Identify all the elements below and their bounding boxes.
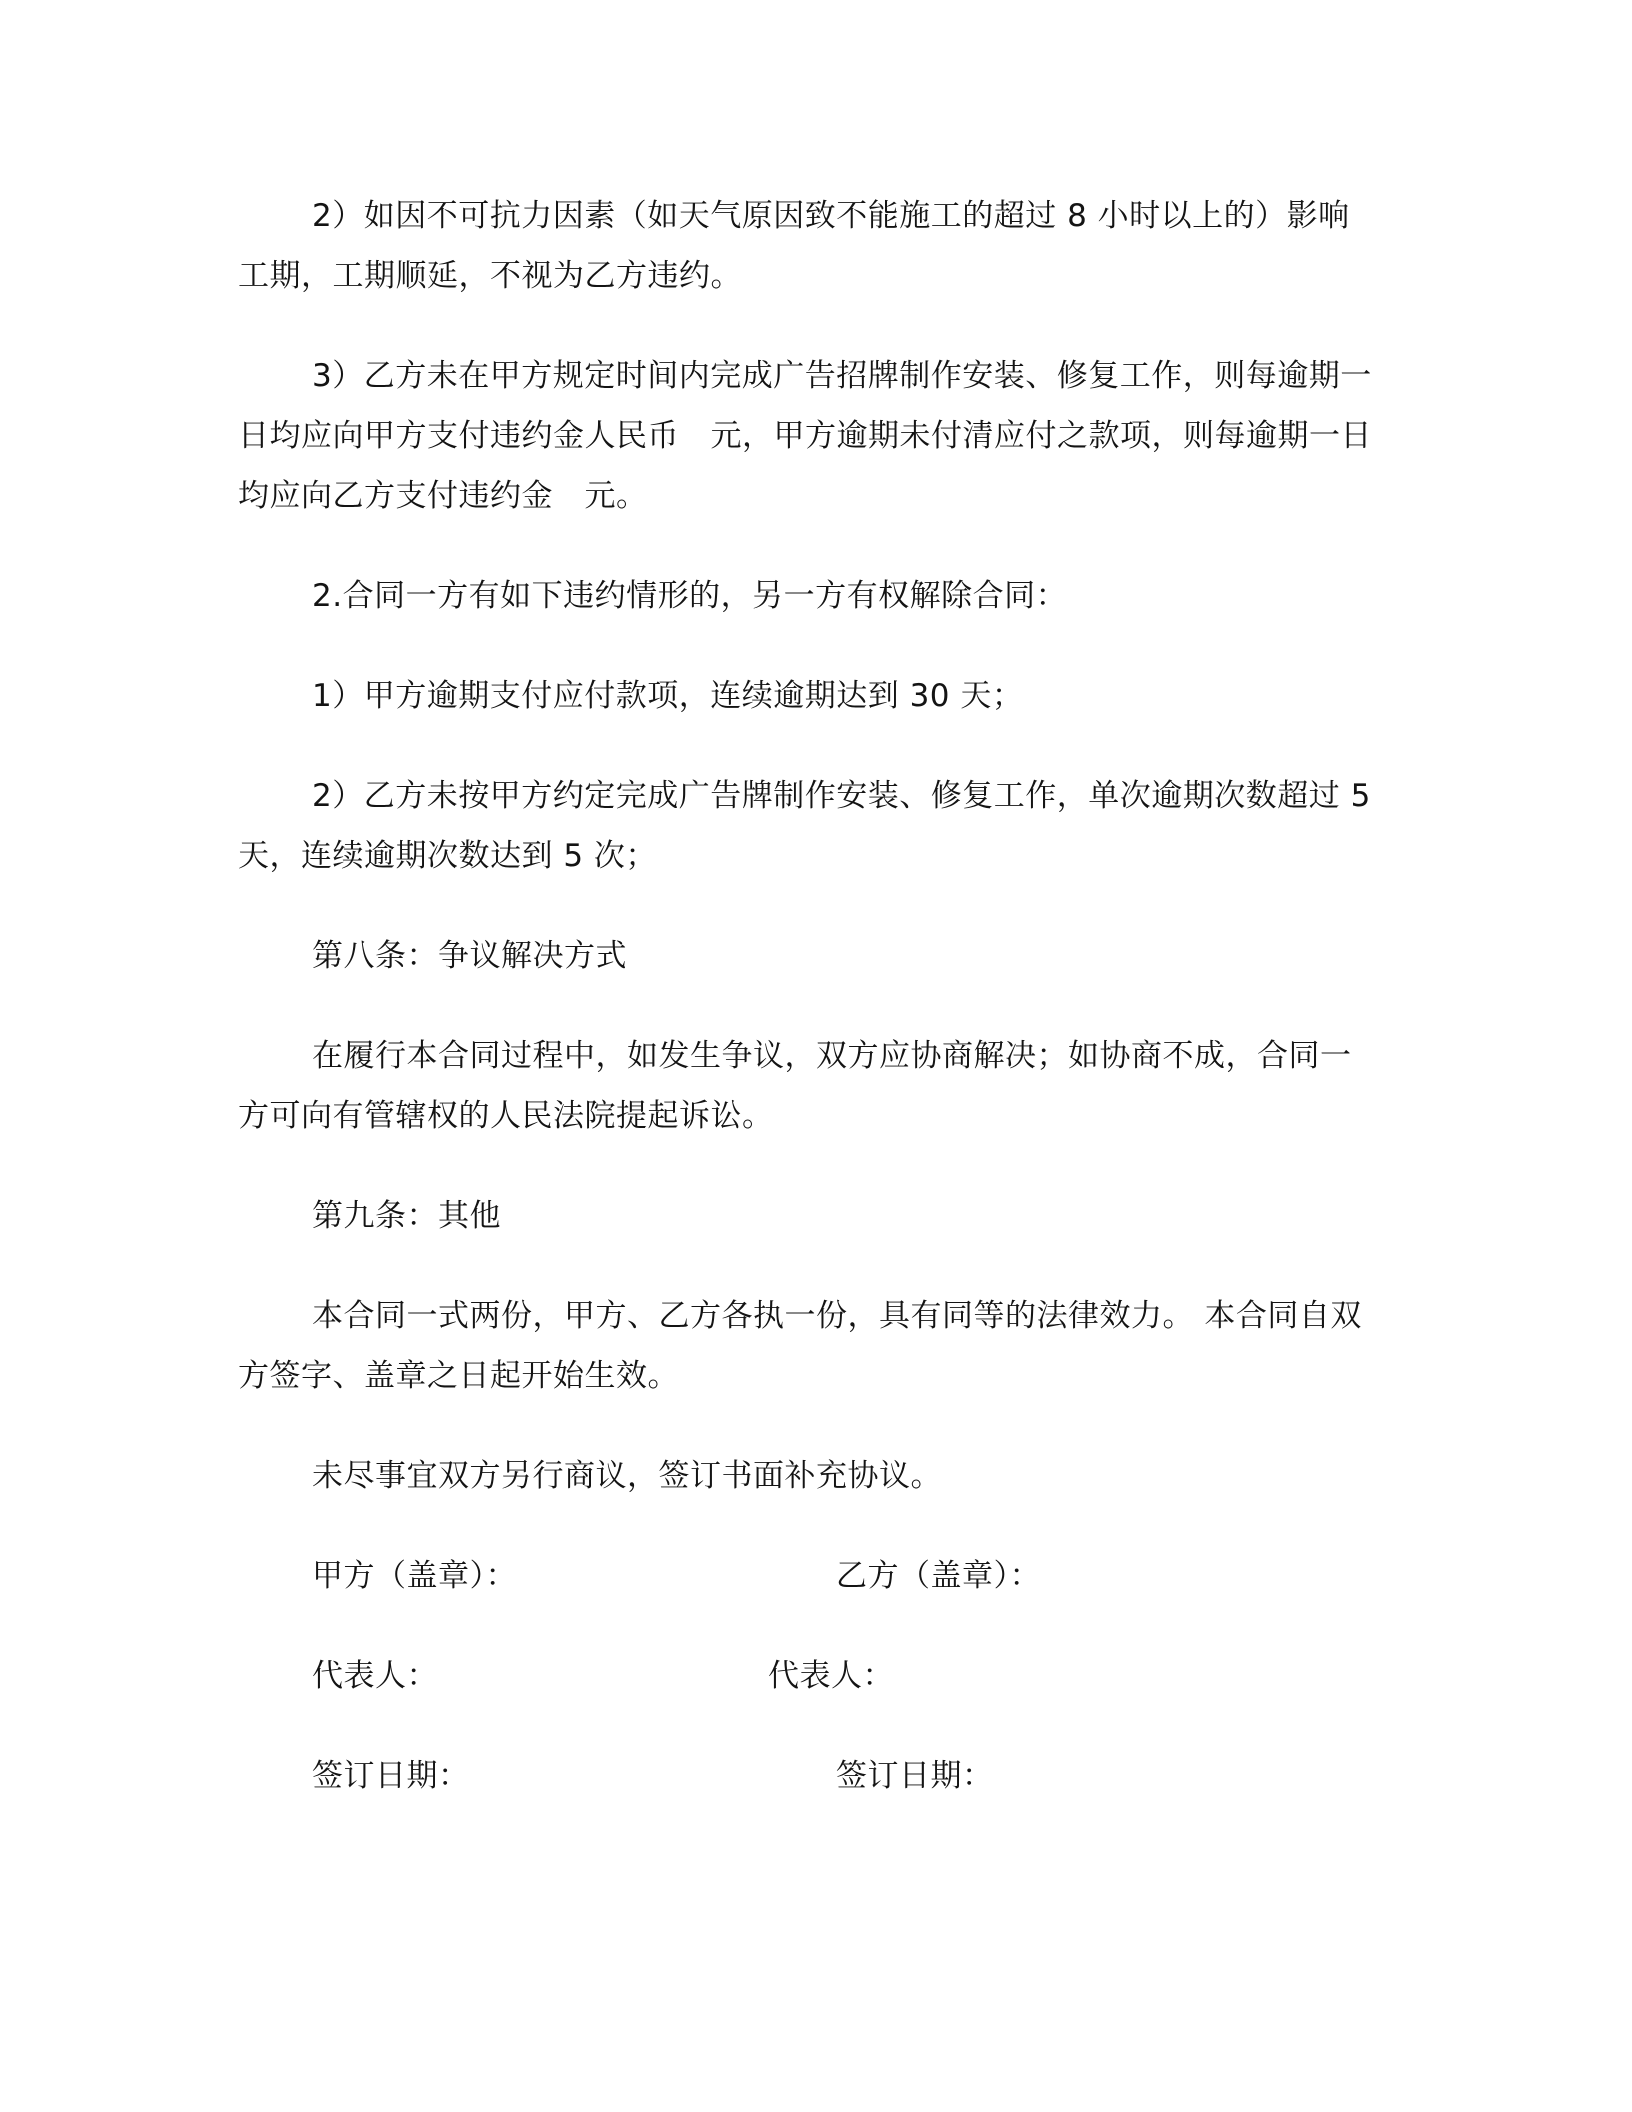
party-a-representative-label: 代表人： <box>312 1658 438 1694</box>
clause-9-body-line-2: 方签字、盖章之日起开始生效。 <box>238 1358 679 1394</box>
clause-9-heading: 第九条：其他 <box>312 1198 501 1234</box>
clause-7-item-2-line-1: 2）如因不可抗力因素（如天气原因致不能施工的超过 8 小时以上的）影响 <box>312 198 1350 234</box>
termination-item-2-line-2: 天，连续逾期次数达到 5 次； <box>238 838 657 874</box>
party-a-seal-label: 甲方（盖章）： <box>312 1558 517 1594</box>
clause-7-item-3-line-3: 均应向乙方支付违约金 元。 <box>238 478 648 514</box>
party-b-representative-label: 代表人： <box>768 1658 894 1694</box>
clause-7-item-3-line-2: 日均应向甲方支付违约金人民币 元，甲方逾期未付清应付之款项，则每逾期一日 <box>238 418 1372 454</box>
party-b-seal-label: 乙方（盖章）： <box>836 1558 1041 1594</box>
clause-9-body-line-1: 本合同一式两份，甲方、乙方各执一份，具有同等的法律效力。 本合同自双 <box>312 1298 1362 1334</box>
clause-8-body-line-1: 在履行本合同过程中，如发生争议，双方应协商解决；如协商不成，合同一 <box>312 1038 1352 1074</box>
clause-9-supplement: 未尽事宜双方另行商议，签订书面补充协议。 <box>312 1458 942 1494</box>
termination-item-1: 1）甲方逾期支付应付款项，连续逾期达到 30 天； <box>312 678 1024 714</box>
clause-7-item-3-line-1: 3）乙方未在甲方规定时间内完成广告招牌制作安装、修复工作，则每逾期一 <box>312 358 1372 394</box>
clause-8-body-line-2: 方可向有管辖权的人民法院提起诉讼。 <box>238 1098 774 1134</box>
party-a-signing-date-label: 签订日期： <box>312 1758 470 1794</box>
party-b-signing-date-label: 签订日期： <box>836 1758 994 1794</box>
termination-heading: 2.合同一方有如下违约情形的，另一方有权解除合同： <box>312 578 1068 614</box>
clause-8-heading: 第八条：争议解决方式 <box>312 938 627 974</box>
termination-item-2-line-1: 2）乙方未按甲方约定完成广告牌制作安装、修复工作，单次逾期次数超过 5 <box>312 778 1371 814</box>
clause-7-item-2-line-2: 工期，工期顺延，不视为乙方违约。 <box>238 258 742 294</box>
